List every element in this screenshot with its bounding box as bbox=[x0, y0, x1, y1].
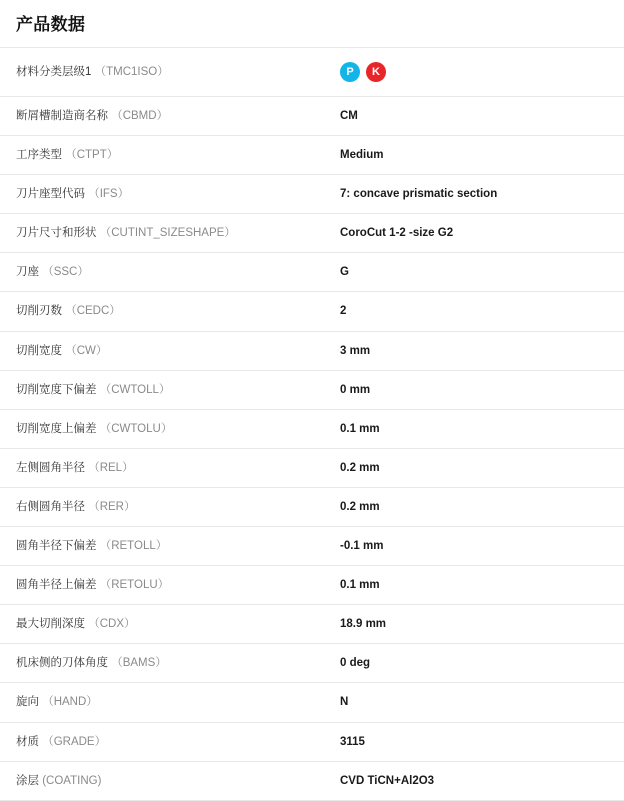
spec-value: CM bbox=[340, 110, 358, 122]
spec-value: CVD TiCN+Al2O3 bbox=[340, 774, 435, 787]
material-badge[interactable]: K bbox=[366, 62, 386, 82]
spec-label-code: （CEDC） bbox=[65, 305, 121, 318]
spec-value: 0.2 mm bbox=[340, 500, 380, 513]
spec-label bbox=[0, 605, 340, 644]
material-badges bbox=[340, 62, 614, 82]
spec-value: 0.1 mm bbox=[340, 422, 380, 435]
table-row bbox=[0, 48, 624, 97]
spec-value: 0.2 mm bbox=[340, 461, 380, 474]
spec-value: 0.1 mm bbox=[340, 579, 380, 592]
spec-label-text: 旋向 bbox=[16, 696, 39, 709]
table-row bbox=[0, 644, 624, 683]
table-row bbox=[0, 527, 624, 566]
spec-label bbox=[0, 214, 340, 253]
table-row bbox=[0, 97, 624, 136]
spec-label-code: （CBMD） bbox=[111, 110, 169, 122]
spec-value: G bbox=[340, 266, 349, 279]
spec-label-text: 断屑槽制造商名称 bbox=[16, 110, 108, 122]
spec-label-code: （BAMS） bbox=[111, 657, 167, 670]
table-row bbox=[0, 761, 624, 800]
table-row bbox=[0, 292, 624, 331]
spec-value: N bbox=[340, 696, 349, 709]
spec-value: 3115 bbox=[340, 735, 365, 748]
spec-label bbox=[0, 566, 340, 605]
spec-label bbox=[0, 97, 340, 136]
spec-label bbox=[0, 175, 340, 214]
material-badge[interactable]: P bbox=[340, 62, 360, 82]
product-data-table bbox=[0, 47, 624, 801]
spec-label-text: 机床侧的刀体角度 bbox=[16, 657, 108, 670]
spec-label-code: （IFS） bbox=[88, 188, 130, 201]
spec-label-text: 左侧圆角半径 bbox=[16, 461, 85, 474]
spec-label-code: （GRADE） bbox=[42, 735, 107, 748]
spec-label-code: （SSC） bbox=[42, 266, 89, 279]
spec-label-code: （TMC1ISO） bbox=[94, 65, 169, 78]
table-row bbox=[0, 214, 624, 253]
table-row bbox=[0, 370, 624, 409]
spec-label bbox=[0, 370, 340, 409]
spec-value bbox=[340, 48, 624, 97]
page-title: 产品数据 bbox=[16, 15, 86, 34]
spec-label-text: 刀座 bbox=[16, 266, 39, 279]
spec-label bbox=[0, 722, 340, 761]
spec-label-code: （CTPT） bbox=[65, 149, 119, 162]
spec-label bbox=[0, 253, 340, 292]
spec-label bbox=[0, 683, 340, 722]
table-row bbox=[0, 409, 624, 448]
spec-value: 18.9 mm bbox=[340, 618, 387, 631]
spec-label-text: 材料分类层级1 bbox=[16, 65, 92, 78]
spec-value: CoroCut 1-2 -size G2 bbox=[340, 227, 454, 240]
spec-label bbox=[0, 292, 340, 331]
spec-label-text: 材质 bbox=[16, 735, 39, 748]
table-row bbox=[0, 722, 624, 761]
spec-label-text: 切削刃数 bbox=[16, 305, 62, 318]
spec-label bbox=[0, 331, 340, 370]
spec-label bbox=[0, 448, 340, 487]
spec-label-code: （CWTOLU） bbox=[99, 422, 173, 435]
product-data-table-body bbox=[0, 48, 624, 801]
spec-label-text: 圆角半径上偏差 bbox=[16, 579, 97, 592]
table-row bbox=[0, 487, 624, 526]
table-row bbox=[0, 136, 624, 175]
spec-label-code: （RETOLU） bbox=[99, 579, 170, 592]
spec-label bbox=[0, 644, 340, 683]
spec-label-code: （CW） bbox=[65, 344, 108, 357]
spec-label bbox=[0, 409, 340, 448]
table-row bbox=[0, 605, 624, 644]
spec-label-text: 最大切削深度 bbox=[16, 618, 85, 631]
spec-label-code: （CUTINT_SIZESHAPE） bbox=[99, 227, 236, 240]
table-row bbox=[0, 566, 624, 605]
table-row bbox=[0, 331, 624, 370]
table-row bbox=[0, 683, 624, 722]
table-row bbox=[0, 175, 624, 214]
spec-value: 7: concave prismatic section bbox=[340, 188, 498, 201]
spec-label bbox=[0, 761, 340, 800]
spec-value: 2 bbox=[340, 305, 347, 318]
spec-label-code: （RETOLL） bbox=[99, 540, 168, 553]
spec-label-code: （HAND） bbox=[42, 696, 98, 709]
spec-value: 3 mm bbox=[340, 344, 371, 357]
spec-label-text: 右侧圆角半径 bbox=[16, 500, 85, 513]
table-row bbox=[0, 253, 624, 292]
spec-label bbox=[0, 487, 340, 526]
spec-label-text: 刀片尺寸和形状 bbox=[16, 227, 97, 240]
spec-label bbox=[0, 527, 340, 566]
spec-value: Medium bbox=[340, 149, 384, 162]
spec-label-code: （RER） bbox=[88, 500, 136, 513]
spec-label bbox=[0, 48, 340, 97]
spec-value: 0 mm bbox=[340, 383, 371, 396]
spec-label-text: 工序类型 bbox=[16, 149, 62, 162]
spec-label-code: （CWTOLL） bbox=[99, 383, 171, 396]
spec-label-text: 切削宽度 bbox=[16, 344, 62, 357]
spec-label-code: （REL） bbox=[88, 461, 134, 474]
spec-label bbox=[0, 136, 340, 175]
spec-label-text: 涂层 bbox=[16, 774, 39, 787]
spec-label-text: 切削宽度上偏差 bbox=[16, 422, 97, 435]
spec-label-text: 切削宽度下偏差 bbox=[16, 383, 97, 396]
spec-value: -0.1 mm bbox=[340, 540, 384, 553]
spec-value: 0 deg bbox=[340, 657, 371, 670]
spec-label-text: 刀片座型代码 bbox=[16, 188, 85, 201]
spec-label-code: （CDX） bbox=[88, 618, 136, 631]
spec-label-code: (COATING) bbox=[42, 774, 102, 787]
spec-label-text: 圆角半径下偏差 bbox=[16, 540, 97, 553]
table-row bbox=[0, 448, 624, 487]
